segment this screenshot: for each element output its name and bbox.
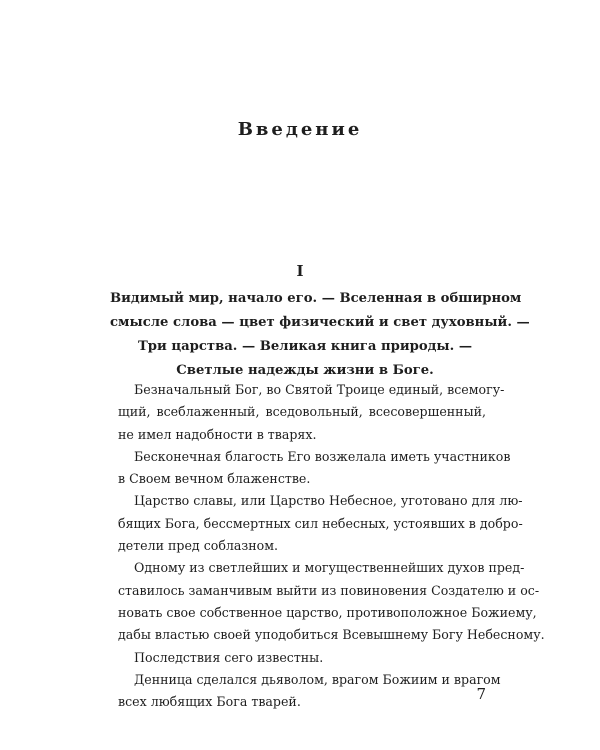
summary-line: Видимый мир, начало его. — Вселенная в обширном (110, 291, 522, 306)
text-line: ставилось заманчивым выйти из повиновения Создателю и ос- (118, 582, 540, 598)
text-line: Бесконечная благость Его возжелала иметь участников (134, 448, 511, 464)
text-line: новать свое собственное царство, противоположное Божиему, (118, 604, 537, 620)
text-line: детели пред соблазном. (118, 538, 279, 554)
text-line: Денница сделался дьяволом, врагом Божиим и врагом (134, 671, 501, 687)
paragraph (118, 446, 511, 491)
text-line: щий, всеблаженный, вседовольный, всесовершенный, (118, 404, 486, 420)
paragraph (118, 647, 486, 669)
summary-line: Три царства. — Великая книга природы. — (137, 339, 473, 354)
text-line: в Своем вечном блаженстве. (118, 471, 311, 487)
summary-line: Светлые надежды жизни в Боге. (176, 363, 434, 378)
text-line: Последствия сего известны. (134, 649, 324, 665)
text-line: всех любящих Бога тварей. (118, 694, 301, 710)
summary-line: смысле слова — цвет физический и свет духовный. — (110, 315, 530, 330)
section-number: I (296, 262, 304, 280)
paragraph (118, 557, 545, 646)
text-line: не имел надобности в тварях. (118, 426, 317, 442)
paragraph (118, 379, 505, 446)
text-line: Безначальный Бог, во Святой Троице единый, всемогу- (134, 382, 505, 397)
text-line: бящих Бога, бессмертных сил небесных, устоявших в добро- (118, 515, 523, 531)
paragraph (118, 490, 523, 557)
section-summary (110, 287, 530, 383)
chapter-title: Введение (237, 119, 363, 140)
page-number: 7 (476, 685, 486, 703)
text-line: Царство славы, или Царство Небесное, уготовано для лю- (134, 493, 523, 509)
text-line: Одному из светлейших и могущественнейших духов пред- (134, 560, 525, 576)
paragraph (118, 669, 501, 714)
text-line: дабы властью своей уподобиться Всевышнему Богу Небесному. (118, 627, 545, 643)
body-text (118, 379, 545, 713)
